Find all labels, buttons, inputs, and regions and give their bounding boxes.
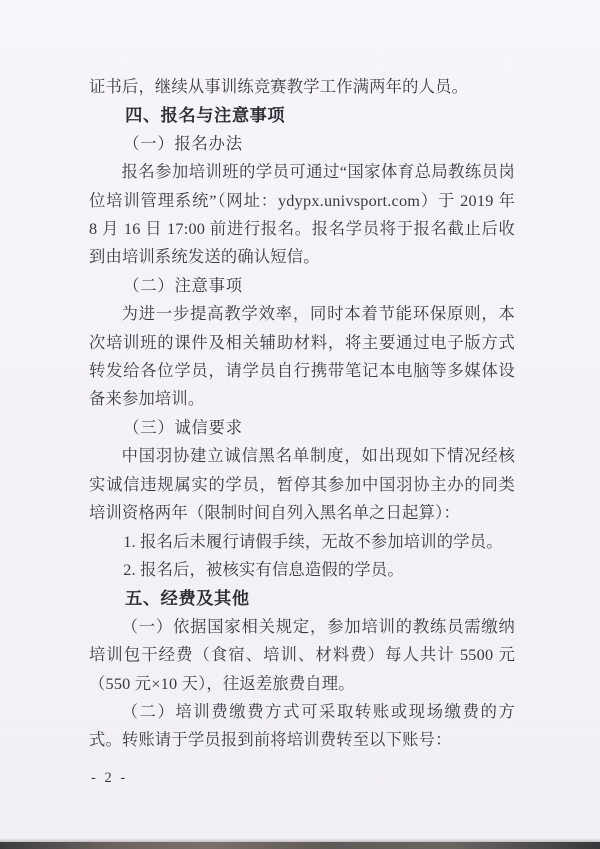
section-heading-registration-and-notes: 四、报名与注意事项 — [125, 105, 286, 126]
paragraph-notes: 为进一步提高教学效率，同时本着节能环保原则，本次培训班的课件及相关辅助材料，将主要通过电子版方式转发给各位学员，请学员自行携带笔记本电脑等多媒体设备来参加培训。 — [89, 304, 515, 409]
paragraph-integrity-blacklist: 中国羽协建立诚信黑名单制度，如出现如下情况经核实诚信违规属实的学员，暂停其参加中国羽协主办的同类培训资格两年（限制时间自列入黑名单之日起算）： — [89, 446, 515, 523]
paragraph-certificate-continuation: 证书后，继续从事训练竞赛教学工作满两年的人员。 — [89, 77, 469, 96]
paragraph-fee-amount: （一）依据国家相关规定，参加培训的教练员需缴纳培训包干经费（食宿、培训、材料费）每人共计 5500 元（550 元×10 天），往返差旅费自理。 — [89, 616, 515, 693]
subsection-heading-integrity-requirements: （三）诚信要求 — [123, 417, 243, 437]
list-item-2-false-information: 2. 报名后，被核实有信息造假的学员。 — [123, 559, 404, 579]
subsection-heading-registration-method: （一）报名办法 — [123, 133, 243, 153]
list-item-1-no-show: 1. 报名后未履行请假手续，无故不参加培训的学员。 — [123, 531, 503, 551]
section-heading-fees-and-others: 五、经费及其他 — [125, 588, 250, 609]
document-text-block — [89, 73, 515, 755]
paragraph-registration-method: 报名参加培训班的学员可通过“国家体育总局教练员岗位培训管理系统”（网址：ydypx.univsport.com）于 2019 年 8 月 16 日 17:00 前进行报名。报名学员将于报名截止后收到由培训系统发送的确认短信。 — [89, 162, 515, 267]
page-number: - 2 - — [91, 770, 128, 786]
subsection-heading-notes: （二）注意事项 — [123, 275, 243, 295]
scan-bottom-edge-shadow — [0, 842, 600, 849]
paragraph-payment-method: （二）培训费缴费方式可采取转账或现场缴费的方式。转账请于学员报到前将培训费转至以下账号： — [89, 701, 515, 750]
